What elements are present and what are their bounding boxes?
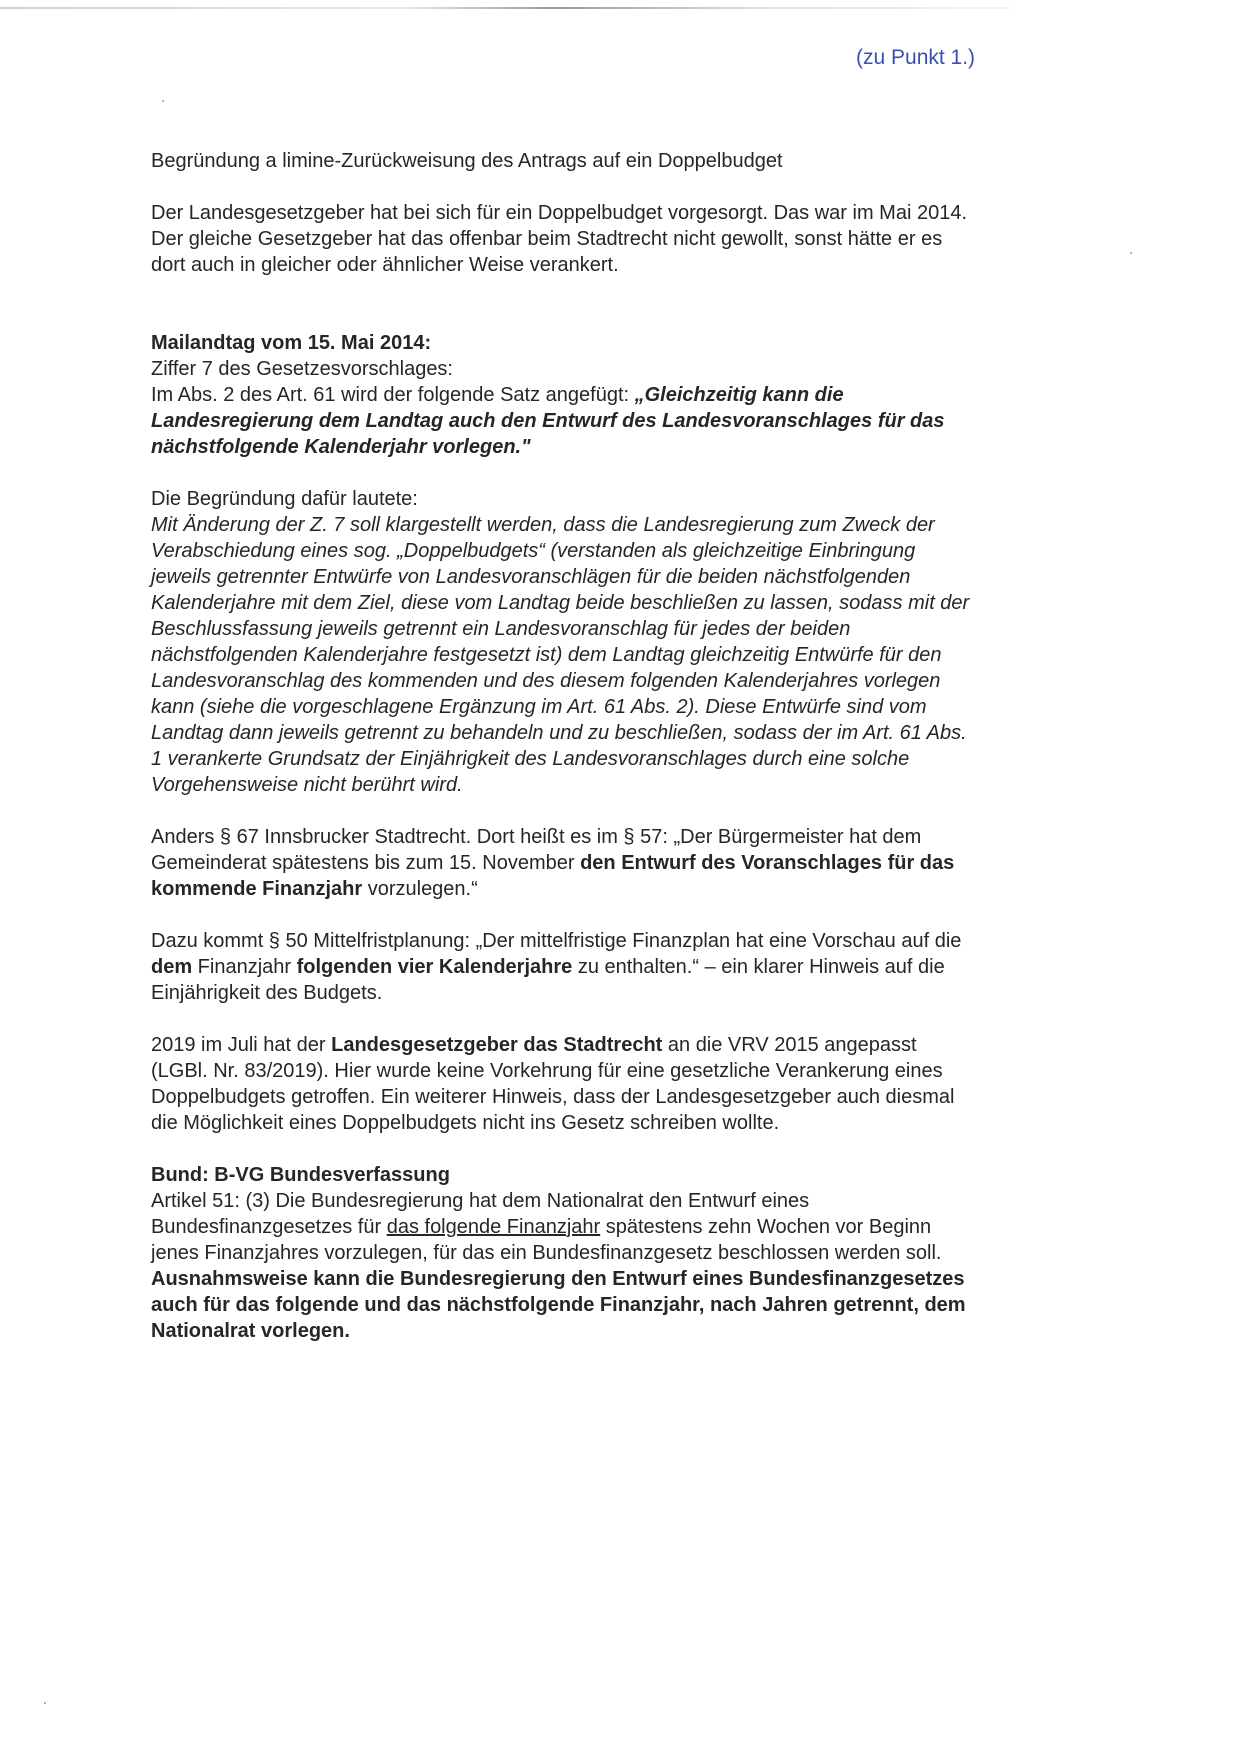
mittelfrist-line xyxy=(151,954,1096,980)
bund-underlined-term: das folgende Finanzjahr xyxy=(386,1216,601,1238)
intro-line: Der gleiche Gesetzgeber hat das offenbar beim Stadtrecht nicht gewollt, sonst hätte er es xyxy=(151,228,943,250)
mittelfrist-emphasis: folgenden vier Kalenderjahre xyxy=(296,956,573,978)
bund-text: spätestens zehn Wochen vor Beginn xyxy=(600,1216,932,1238)
innsbruck-line xyxy=(151,850,1096,876)
intro-paragraph xyxy=(151,200,1096,278)
document-body xyxy=(151,148,1096,1344)
begruendung-line: 1 verankerte Grundsatz der Einjährigkeit des Landesvoranschlages durch eine solche xyxy=(151,748,910,770)
innsbruck-emphasis: kommende Finanzjahr xyxy=(151,878,363,900)
bund-line: Artikel 51: (3) Die Bundesregierung hat dem Nationalrat den Entwurf eines xyxy=(151,1190,810,1212)
innsbruck-line: Anders § 67 Innsbrucker Stadtrecht. Dort heißt es im § 57: „Der Bürgermeister hat dem xyxy=(151,826,922,848)
scan-speck xyxy=(162,100,164,102)
quote-line: Landesregierung dem Landtag auch den Entwurf des Landesvoranschlages für das xyxy=(151,410,945,432)
vrv-line: die Möglichkeit eines Doppelbudgets nicht ins Gesetz schreiben wollte. xyxy=(151,1112,780,1134)
vrv-line: Doppelbudgets getroffen. Ein weiterer Hinweis, dass der Landesgesetzgeber auch diesmal xyxy=(151,1086,955,1108)
begruendung-line: Kalenderjahre mit dem Ziel, diese vom Landtag beide beschließen zu lassen, sodass mit der xyxy=(151,592,970,614)
intro-line: dort auch in gleicher oder ähnlicher Weise verankert. xyxy=(151,254,619,276)
mailandtag-section xyxy=(151,330,1096,460)
mittelfrist-text: Finanzjahr xyxy=(192,956,297,978)
scan-edge-line xyxy=(0,7,1010,9)
vrv-paragraph xyxy=(151,1032,1096,1136)
intro-line: Der Landesgesetzgeber hat bei sich für ein Doppelbudget vorgesorgt. Das war im Mai 2014. xyxy=(151,202,968,224)
bund-bold-line: Ausnahmsweise kann die Bundesregierung den Entwurf eines Bundesfinanzgesetzes xyxy=(151,1268,965,1290)
begruendung-line: Landesvoranschlag des kommenden und des diesem folgenden Kalenderjahres vorlegen xyxy=(151,670,941,692)
innsbruck-line xyxy=(151,876,1096,902)
begruendung-line: Vorgehensweise nicht berührt wird. xyxy=(151,774,463,796)
vrv-line xyxy=(151,1032,1096,1058)
vrv-emphasis: Landesgesetzgeber das Stadtrecht xyxy=(331,1034,663,1056)
innsbruck-text: Gemeinderat spätestens bis zum 15. November xyxy=(151,852,581,874)
begruendung-line: Verabschiedung eines sog. „Doppelbudgets“ (verstanden als gleichzeitige Einbringung xyxy=(151,540,916,562)
begruendung-line: Mit Änderung der Z. 7 soll klargestellt werden, dass die Landesregierung zum Zweck der xyxy=(151,514,935,536)
begruendung-section xyxy=(151,486,1096,798)
innsbruck-paragraph xyxy=(151,824,1096,902)
scan-speck xyxy=(1130,252,1132,254)
bund-section xyxy=(151,1162,1096,1344)
satz-prefix: Im Abs. 2 des Art. 61 wird der folgende Satz angefügt: xyxy=(151,384,635,406)
bund-line xyxy=(151,1214,1096,1240)
document-heading: Begründung a limine-Zurückweisung des Antrags auf ein Doppelbudget xyxy=(151,150,783,172)
mittelfrist-paragraph xyxy=(151,928,1096,1006)
bund-text: Bundesfinanzgesetzes für xyxy=(151,1216,387,1238)
quote-line: nächstfolgende Kalenderjahr vorlegen." xyxy=(151,436,531,458)
begruendung-line: kann (siehe die vorgeschlagene Ergänzung im Art. 61 Abs. 2). Diese Entwürfe sind vom xyxy=(151,696,927,718)
bund-title: Bund: B-VG Bundesverfassung xyxy=(151,1164,450,1186)
mittelfrist-line: Einjährigkeit des Budgets. xyxy=(151,982,383,1004)
mittelfrist-line: Dazu kommt § 50 Mittelfristplanung: „Der mittelfristige Finanzplan hat eine Vorschau auf die xyxy=(151,930,962,952)
mittelfrist-text: zu enthalten.“ – ein klarer Hinweis auf die xyxy=(572,956,945,978)
vrv-text: an die VRV 2015 angepasst xyxy=(662,1034,917,1056)
innsbruck-text: vorzulegen.“ xyxy=(362,878,478,900)
begruendung-intro: Die Begründung dafür lautete: xyxy=(151,488,418,510)
begruendung-line: jeweils getrennter Entwürfe von Landesvoranschlägen für die beiden nächstfolgenden xyxy=(151,566,911,588)
vrv-text: 2019 im Juli hat der xyxy=(151,1034,332,1056)
ziffer-line: Ziffer 7 des Gesetzesvorschlages: xyxy=(151,358,453,380)
begruendung-line: Beschlussfassung jeweils getrennt ein Landesvoranschlag für jedes der beiden xyxy=(151,618,851,640)
begruendung-line: nächstfolgenden Kalenderjahre festgesetzt ist) dem Landtag gleichzeitig Entwürfe für den xyxy=(151,644,942,666)
satz-line xyxy=(151,382,1096,408)
bund-bold-line: Nationalrat vorlegen. xyxy=(151,1320,350,1342)
scan-speck xyxy=(44,1702,46,1704)
vrv-line: (LGBl. Nr. 83/2019). Hier wurde keine Vorkehrung für eine gesetzliche Verankerung eines xyxy=(151,1060,943,1082)
reference-note: (zu Punkt 1.) xyxy=(856,46,976,69)
quote-start: „Gleichzeitig kann die xyxy=(634,384,844,406)
mailandtag-title: Mailandtag vom 15. Mai 2014: xyxy=(151,332,432,354)
mittelfrist-emphasis: dem xyxy=(151,956,193,978)
innsbruck-emphasis: den Entwurf des Voranschlages für das xyxy=(580,852,955,874)
begruendung-line: Landtag dann jeweils getrennt zu behandeln und zu beschließen, sodass der im Art. 61 Abs. xyxy=(151,722,967,744)
bund-bold-line: auch für das folgende und das nächstfolgende Finanzjahr, nach Jahren getrennt, dem xyxy=(151,1294,966,1316)
bund-line: jenes Finanzjahres vorzulegen, für das ein Bundesfinanzgesetz beschlossen werden soll. xyxy=(151,1242,942,1264)
